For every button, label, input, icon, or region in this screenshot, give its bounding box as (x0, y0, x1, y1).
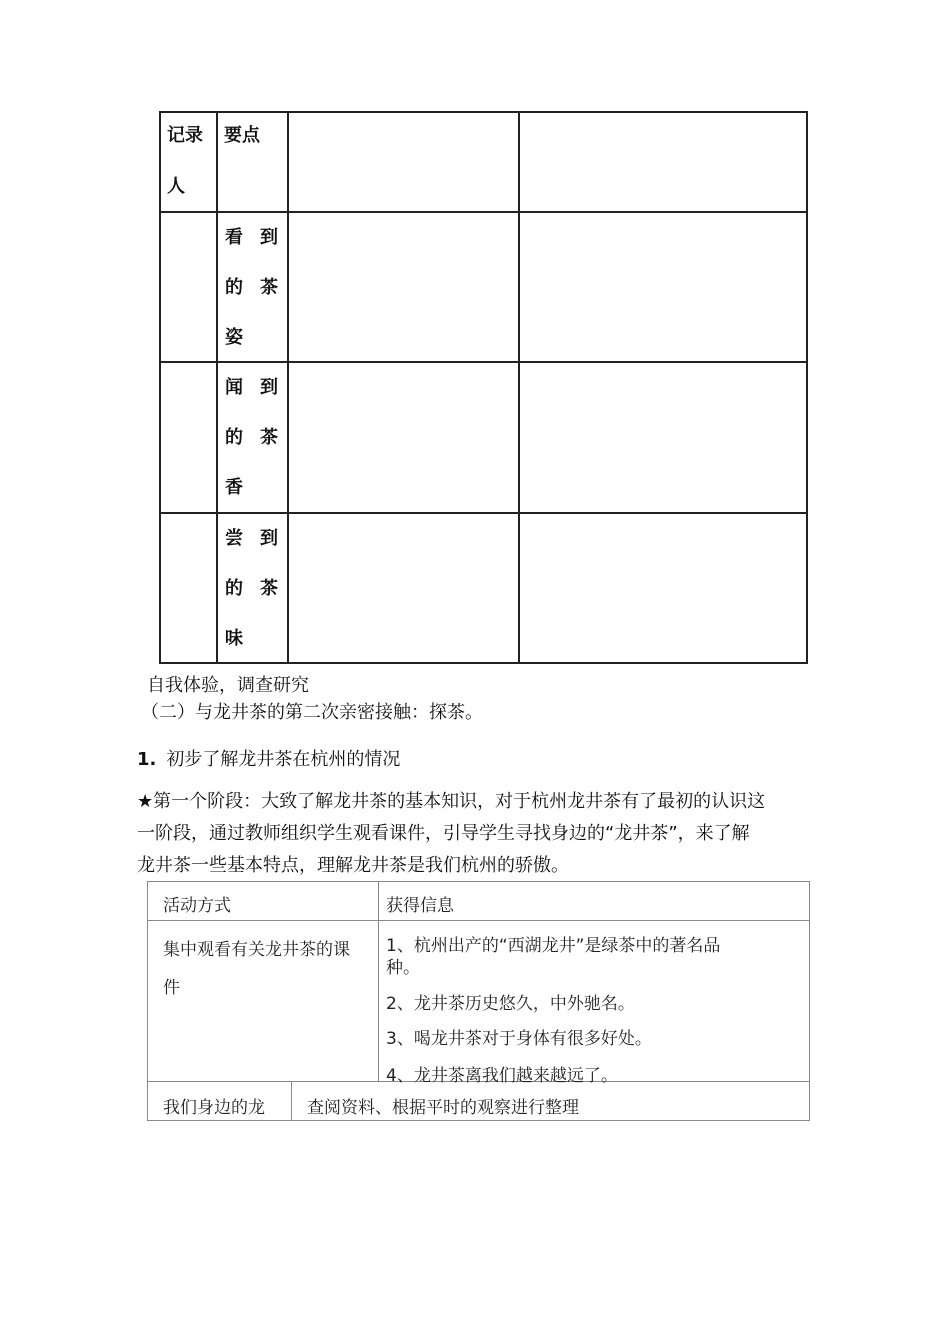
row-aspect-char: 闻 (225, 377, 243, 398)
activity-method: 我们身边的龙 (163, 1098, 265, 1118)
row-aspect-char: 姿 (225, 327, 243, 348)
table-border (291, 1081, 292, 1121)
activity-method: 件 (163, 978, 180, 998)
subheading (137, 745, 400, 771)
row-aspect-char: 到 (260, 377, 278, 398)
info-item: 查阅资料、根据平时的观察进行整理 (307, 1098, 579, 1118)
self-experience-line: 自我体验，调查研究 (147, 675, 309, 696)
table-border (159, 662, 808, 664)
table-border (147, 920, 810, 921)
row-aspect-char: 香 (225, 477, 243, 498)
stage-paragraph-line: ★第一个阶段：大致了解龙井茶的基本知识，对于杭州龙井茶有了最初的认识这 (137, 791, 766, 812)
table-border (159, 361, 808, 363)
table-border (809, 881, 810, 1121)
row-aspect-char: 茶 (260, 578, 278, 599)
subheading-text: 初步了解龙井茶在杭州的情况 (166, 749, 401, 770)
header-recorder: 记录 (167, 125, 203, 146)
row-aspect-char: 的 (225, 277, 243, 298)
table-border (147, 1120, 810, 1121)
stage-paragraph-line: 龙井茶一些基本特点，理解龙井茶是我们杭州的骄傲。 (137, 855, 569, 876)
row-aspect-char: 看 (225, 227, 243, 248)
activity-method: 集中观看有关龙井茶的课 (163, 940, 350, 960)
header-key-points: 要点 (224, 125, 260, 146)
subheading-number: 1. (137, 749, 157, 770)
row-aspect-char: 茶 (260, 427, 278, 448)
info-item: 3、喝龙井茶对于身体有很多好处。 (386, 1029, 652, 1049)
table-border (378, 881, 379, 1081)
table-border (216, 111, 218, 664)
table-border (159, 111, 161, 664)
row-aspect-char: 味 (225, 628, 243, 649)
table-border (159, 211, 808, 213)
column-header: 获得信息 (386, 896, 454, 916)
table-border (159, 512, 808, 514)
info-item: 4、龙井茶离我们越来越远了。 (386, 1066, 618, 1086)
info-item: 种。 (386, 958, 420, 978)
table-border (159, 111, 808, 113)
row-aspect-char: 到 (260, 528, 278, 549)
stage-paragraph-line: 一阶段，通过教师组织学生观看课件，引导学生寻找身边的“龙井茶”，来了解 (137, 823, 750, 844)
info-item: 1、杭州出产的“西湖龙井”是绿茶中的著名品 (386, 936, 721, 956)
table-border (287, 111, 289, 664)
header-recorder: 人 (167, 176, 185, 197)
table-border (518, 111, 520, 664)
table-border (806, 111, 808, 664)
info-item: 2、龙井茶历史悠久，中外驰名。 (386, 994, 635, 1014)
table-border (147, 881, 148, 1121)
table-border (147, 881, 810, 882)
row-aspect-char: 尝 (225, 528, 243, 549)
row-aspect-char: 到 (260, 227, 278, 248)
column-header: 活动方式 (163, 896, 231, 916)
row-aspect-char: 的 (225, 578, 243, 599)
section-heading: （二）与龙井茶的第二次亲密接触：探茶。 (141, 702, 483, 723)
row-aspect-char: 茶 (260, 277, 278, 298)
row-aspect-char: 的 (225, 427, 243, 448)
